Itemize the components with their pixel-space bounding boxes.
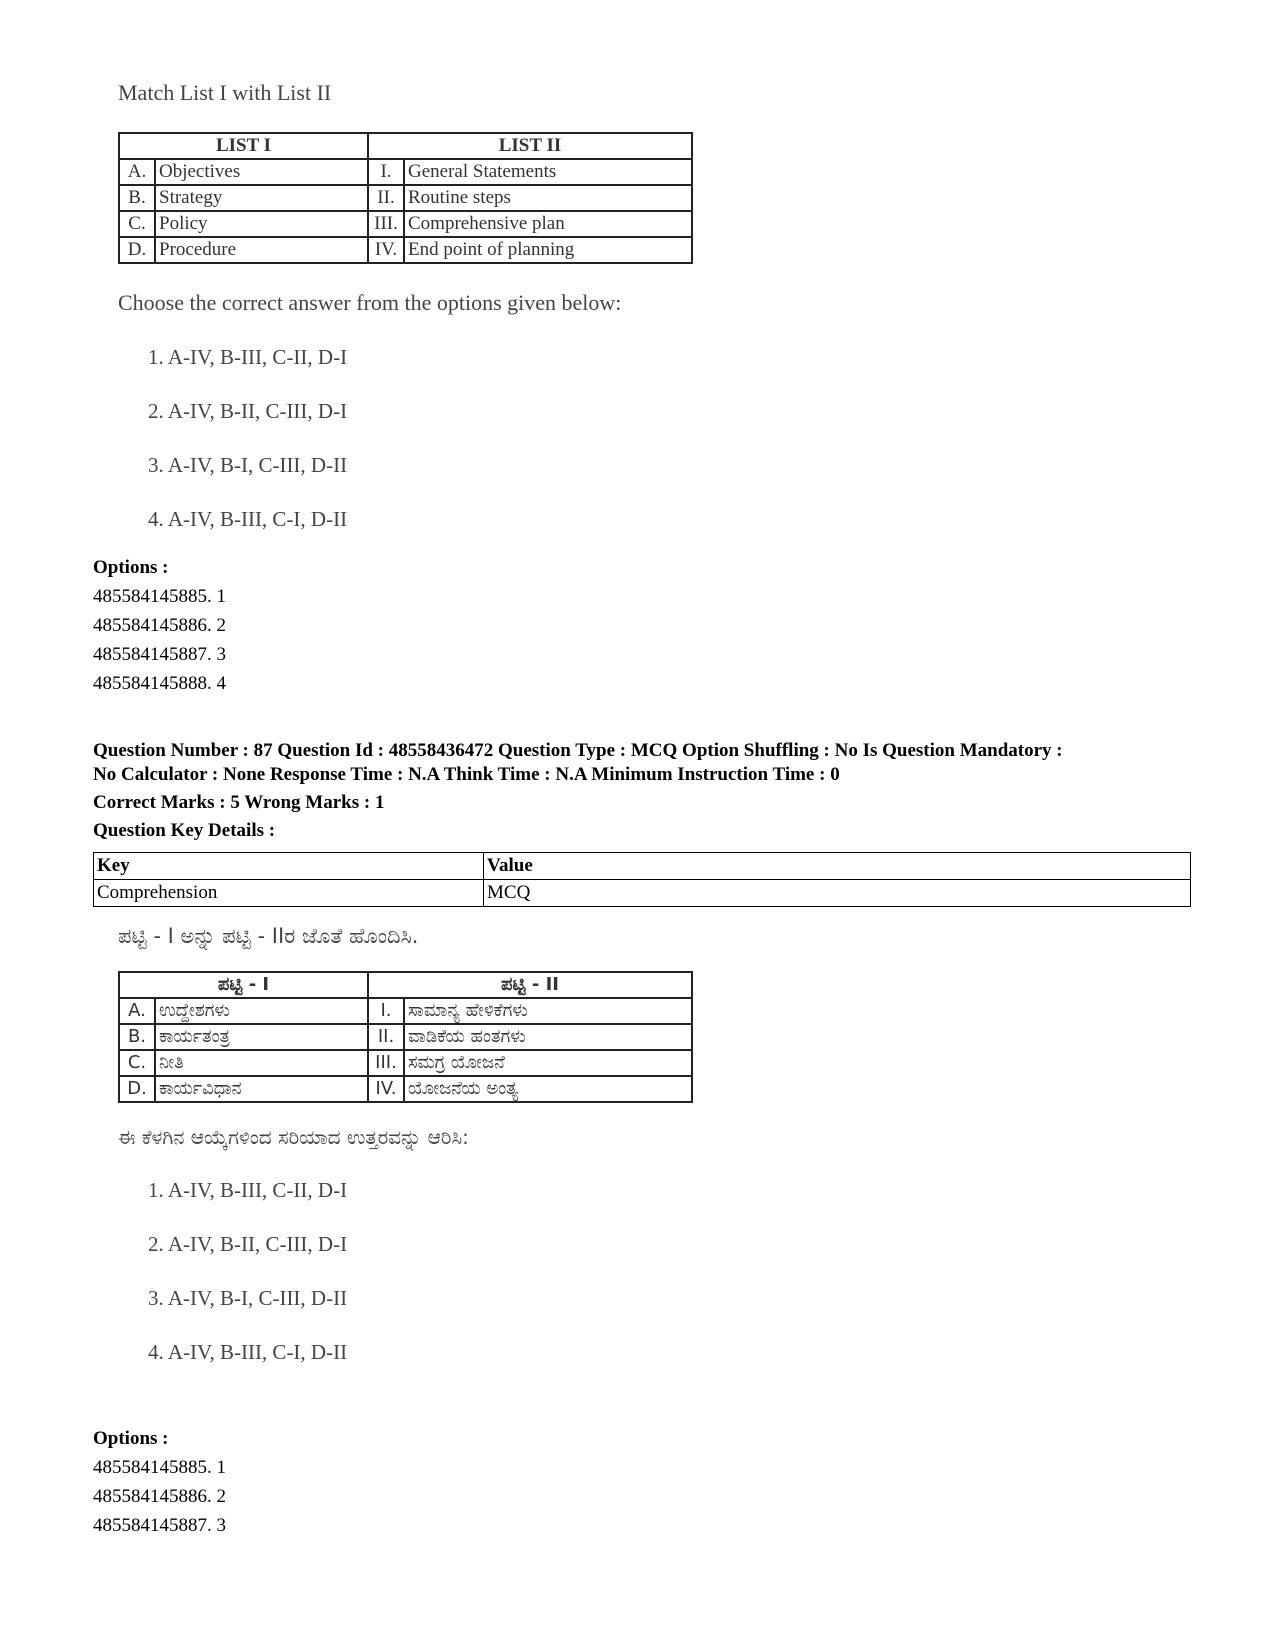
row-letter: C. [119,1050,155,1076]
match-table [118,971,693,1103]
key-details-table [93,852,1191,907]
row-numeral: II. [368,185,404,211]
list1-item: Policy [155,211,368,237]
question-prompt: ಪಟ್ಟಿ - I ಅನ್ನು ಪಟ್ಟಿ - IIರ ಜೊತೆ ಹೊಂದಿಸಿ. [118,924,419,948]
option-item: 485584145888. 4 [93,673,226,694]
row-numeral: IV. [368,237,404,263]
match-table-header [119,133,692,159]
row-letter: D. [119,237,155,263]
key-details-label: Question Key Details : [93,820,276,841]
value-header: Value [484,853,1191,880]
list1-item: Strategy [155,185,368,211]
row-numeral: IV. [368,1076,404,1102]
marks-line: Correct Marks : 5 Wrong Marks : 1 [93,792,385,813]
row-numeral: III. [368,211,404,237]
table-row [119,185,692,211]
list1-item: ಕಾರ್ಯವಿಧಾನ [155,1076,368,1102]
list2-header: ಪಟ್ಟಿ - II [368,972,692,998]
option-item: 485584145886. 2 [93,1486,226,1507]
choice-item: 3. A-IV, B-I, C-III, D-II [148,453,348,477]
row-numeral: I. [368,159,404,185]
row-letter: A. [119,998,155,1024]
table-row [119,159,692,185]
row-letter: B. [119,1024,155,1050]
choice-item: 3. A-IV, B-I, C-III, D-II [148,1286,348,1310]
choice-list [118,330,693,546]
question-87-image [118,924,693,1379]
option-item: 485584145886. 2 [93,615,226,636]
list2-item: ಸಮಗ್ರ ಯೋಜನೆ [404,1050,692,1076]
table-row [94,880,1191,907]
list2-header: LIST II [368,133,692,159]
list2-item: General Statements [404,159,692,185]
question-info-line: No Calculator : None Response Time : N.A Think Time : N.A Minimum Instruction Time : 0 [93,764,840,785]
option-item: 485584145885. 1 [93,586,226,607]
option-item: 485584145887. 3 [93,644,226,665]
choice-item: 2. A-IV, B-II, C-III, D-I [148,399,348,423]
list1-item: Procedure [155,237,368,263]
row-letter: C. [119,211,155,237]
list2-item: End point of planning [404,237,692,263]
question-info-line: Question Number : 87 Question Id : 48558436472 Question Type : MCQ Option Shuffling : No Is Question Mandatory : [93,740,1063,761]
list2-item: ಸಾಮಾನ್ಯ ಹೇಳಿಕೆಗಳು [404,998,692,1024]
list2-item: ಯೋಜನೆಯ ಅಂತ್ಯ [404,1076,692,1102]
choice-item: 1. A-IV, B-III, C-II, D-I [148,1178,348,1202]
table-row [119,1076,692,1102]
choice-item: 1. A-IV, B-III, C-II, D-I [148,345,348,369]
question-87-info [93,739,1193,843]
option-item: 485584145887. 3 [93,1515,226,1536]
list1-header: LIST I [119,133,368,159]
match-table-header [119,972,692,998]
list1-header: ಪಟ್ಟಿ - I [119,972,368,998]
choice-item: 4. A-IV, B-III, C-I, D-II [148,507,348,531]
table-row [119,211,692,237]
table-row [119,1050,692,1076]
row-numeral: II. [368,1024,404,1050]
choose-instruction: Choose the correct answer from the options given below: [118,290,622,315]
row-letter: D. [119,1076,155,1102]
choice-list [118,1163,693,1379]
choice-item: 2. A-IV, B-II, C-III, D-I [148,1232,348,1256]
table-row [119,998,692,1024]
row-numeral: I. [368,998,404,1024]
key-header: Key [94,853,484,880]
question-86-image [118,80,693,546]
list1-item: ಉದ್ದೇಶಗಳು [155,998,368,1024]
table-row [94,853,1191,880]
table-row [119,237,692,263]
key-cell: Comprehension [94,880,484,907]
choose-instruction: ಈ ಕೆಳಗಿನ ಆಯ್ಕೆಗಳಿಂದ ಸರಿಯಾದ ಉತ್ತರವನ್ನು ಆರಿಸಿ: [118,1125,469,1149]
row-letter: A. [119,159,155,185]
list2-item: Comprehensive plan [404,211,692,237]
options-label: Options : [93,557,169,578]
table-row [119,1024,692,1050]
value-cell: MCQ [484,880,1191,907]
list1-item: ನೀತಿ [155,1050,368,1076]
options-label: Options : [93,1428,169,1449]
match-table [118,132,693,264]
list1-item: Objectives [155,159,368,185]
question-87-options [93,1424,226,1540]
list1-item: ಕಾರ್ಯತಂತ್ರ [155,1024,368,1050]
list2-item: Routine steps [404,185,692,211]
question-prompt: Match List I with List II [118,80,332,105]
list2-item: ವಾಡಿಕೆಯ ಹಂತಗಳು [404,1024,692,1050]
option-item: 485584145885. 1 [93,1457,226,1478]
choice-item: 4. A-IV, B-III, C-I, D-II [148,1340,348,1364]
row-letter: B. [119,185,155,211]
row-numeral: III. [368,1050,404,1076]
question-86-options [93,553,226,698]
